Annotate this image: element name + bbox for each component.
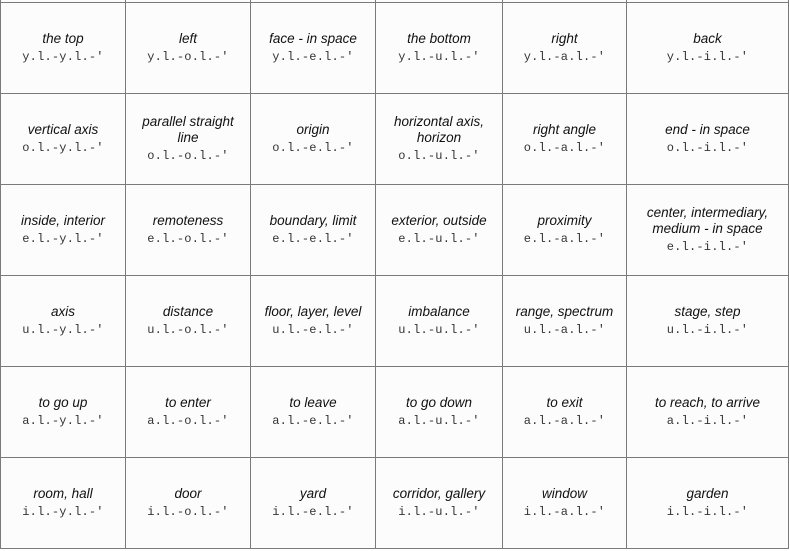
cell-code: i.l.-i.l.-' (666, 505, 749, 519)
cell-code: y.l.-u.l.-' (398, 50, 480, 64)
grid-cell (251, 94, 376, 185)
cell-code: i.l.-o.l.-' (147, 505, 229, 519)
grid-cell (376, 458, 503, 549)
grid-body (1, 0, 789, 549)
grid-cell (126, 458, 251, 549)
cell-term: to go up (38, 395, 88, 410)
cell-term: proximity (537, 213, 592, 228)
grid-cell (1, 367, 126, 458)
grid-cell (503, 276, 627, 367)
grid-cell (627, 276, 789, 367)
cell-term: origin (296, 122, 330, 137)
cell-code: e.l.-a.l.-' (523, 232, 606, 246)
cell-term: axis (50, 304, 75, 319)
grid-cell (503, 367, 627, 458)
cell-term: to enter (165, 395, 211, 410)
cell-code: i.l.-y.l.-' (22, 505, 104, 519)
cell-code: i.l.-u.l.-' (398, 505, 480, 519)
cell-code: u.l.-e.l.-' (272, 323, 354, 337)
cell-term: boundary, limit (269, 213, 357, 228)
cell-term: exterior, outside (391, 213, 487, 228)
cell-code: y.l.-a.l.-' (523, 50, 606, 64)
grid-cell (1, 458, 126, 549)
cell-code: o.l.-e.l.-' (272, 141, 354, 155)
cell-term: back (693, 31, 722, 46)
grid-cell (627, 367, 789, 458)
cell-term: right angle (532, 122, 597, 137)
grid-cell (126, 3, 251, 94)
grid-row (1, 276, 789, 367)
cell-term: to reach, to arrive (654, 395, 761, 410)
cell-term: parallel straight line (142, 114, 234, 145)
grid-cell (251, 367, 376, 458)
cell-code: u.l.-a.l.-' (523, 323, 606, 337)
cell-code: e.l.-i.l.-' (666, 240, 749, 254)
grid-cell (376, 367, 503, 458)
cell-term: window (541, 486, 588, 501)
grid-cell (627, 94, 789, 185)
cell-term: to go down (405, 395, 473, 410)
cell-term: to leave (289, 395, 337, 410)
cell-code: e.l.-e.l.-' (272, 232, 354, 246)
cell-code: u.l.-o.l.-' (147, 323, 229, 337)
grid-cell (251, 185, 376, 276)
cell-code: a.l.-e.l.-' (272, 414, 354, 428)
cell-term: corridor, gallery (392, 486, 486, 501)
cell-term: the top (42, 31, 84, 46)
cell-term: the bottom (407, 31, 471, 46)
cell-term: room, hall (33, 486, 93, 501)
cell-term: yard (299, 486, 327, 501)
cell-code: o.l.-y.l.-' (22, 141, 104, 155)
cell-term: face - in space (269, 31, 357, 46)
cell-code: y.l.-o.l.-' (147, 50, 229, 64)
grid-cell (503, 3, 627, 94)
grid-cell (503, 185, 627, 276)
cell-code: a.l.-o.l.-' (147, 414, 229, 428)
grid-row (1, 94, 789, 185)
cell-term: distance (162, 304, 214, 319)
grid-cell (376, 94, 503, 185)
grid-cell (126, 185, 251, 276)
cell-code: u.l.-u.l.-' (398, 323, 480, 337)
cell-code: o.l.-u.l.-' (398, 149, 480, 163)
cell-code: o.l.-i.l.-' (666, 141, 749, 155)
grid-row (1, 3, 789, 94)
cell-term: horizontal axis, horizon (393, 114, 485, 145)
grid-cell (627, 458, 789, 549)
cell-term: remoteness (152, 213, 224, 228)
cell-term: imbalance (408, 304, 470, 319)
grid-cell (251, 458, 376, 549)
cell-code: e.l.-y.l.-' (22, 232, 104, 246)
cell-term: inside, interior (20, 213, 106, 228)
grid-cell (126, 94, 251, 185)
cell-term: end - in space (665, 122, 750, 137)
grid-cell (251, 3, 376, 94)
grid-row (1, 367, 789, 458)
cell-term: left (178, 31, 197, 46)
cell-code: y.l.-y.l.-' (22, 50, 104, 64)
cell-code: u.l.-i.l.-' (666, 323, 749, 337)
grid-cell (126, 367, 251, 458)
grid-cell (251, 276, 376, 367)
cell-code: i.l.-a.l.-' (523, 505, 606, 519)
cell-term: floor, layer, level (264, 304, 362, 319)
cell-code: a.l.-a.l.-' (523, 414, 606, 428)
cell-term: to exit (546, 395, 583, 410)
grid-cell (1, 94, 126, 185)
cell-code: a.l.-i.l.-' (666, 414, 749, 428)
cell-term: vertical axis (27, 122, 99, 137)
grid-cell (376, 185, 503, 276)
cell-code: y.l.-i.l.-' (666, 50, 749, 64)
grid-cell (1, 3, 126, 94)
cell-code: i.l.-e.l.-' (272, 505, 354, 519)
grid-cell (1, 185, 126, 276)
grid-cell (503, 94, 627, 185)
grid-cell (627, 185, 789, 276)
cell-term: stage, step (674, 304, 741, 319)
grid-cell (1, 276, 126, 367)
cell-code: a.l.-u.l.-' (398, 414, 480, 428)
cell-term: range, spectrum (515, 304, 614, 319)
grid-row (1, 185, 789, 276)
grid-cell (627, 3, 789, 94)
cell-code: o.l.-a.l.-' (523, 141, 606, 155)
cell-term: garden (686, 486, 729, 501)
grid-cell (376, 276, 503, 367)
grid-cell (126, 276, 251, 367)
cell-code: u.l.-y.l.-' (22, 323, 104, 337)
grid-cell (376, 3, 503, 94)
cell-term: door (174, 486, 202, 501)
grid-row (1, 458, 789, 549)
cell-code: a.l.-y.l.-' (22, 414, 104, 428)
cell-code: e.l.-u.l.-' (398, 232, 480, 246)
cell-term: right (551, 31, 578, 46)
cell-code: o.l.-o.l.-' (147, 149, 229, 163)
cell-term: center, intermediary, medium - in space (646, 205, 769, 236)
grid-cell (503, 458, 627, 549)
cell-code: e.l.-o.l.-' (147, 232, 229, 246)
cell-code: y.l.-e.l.-' (272, 50, 354, 64)
